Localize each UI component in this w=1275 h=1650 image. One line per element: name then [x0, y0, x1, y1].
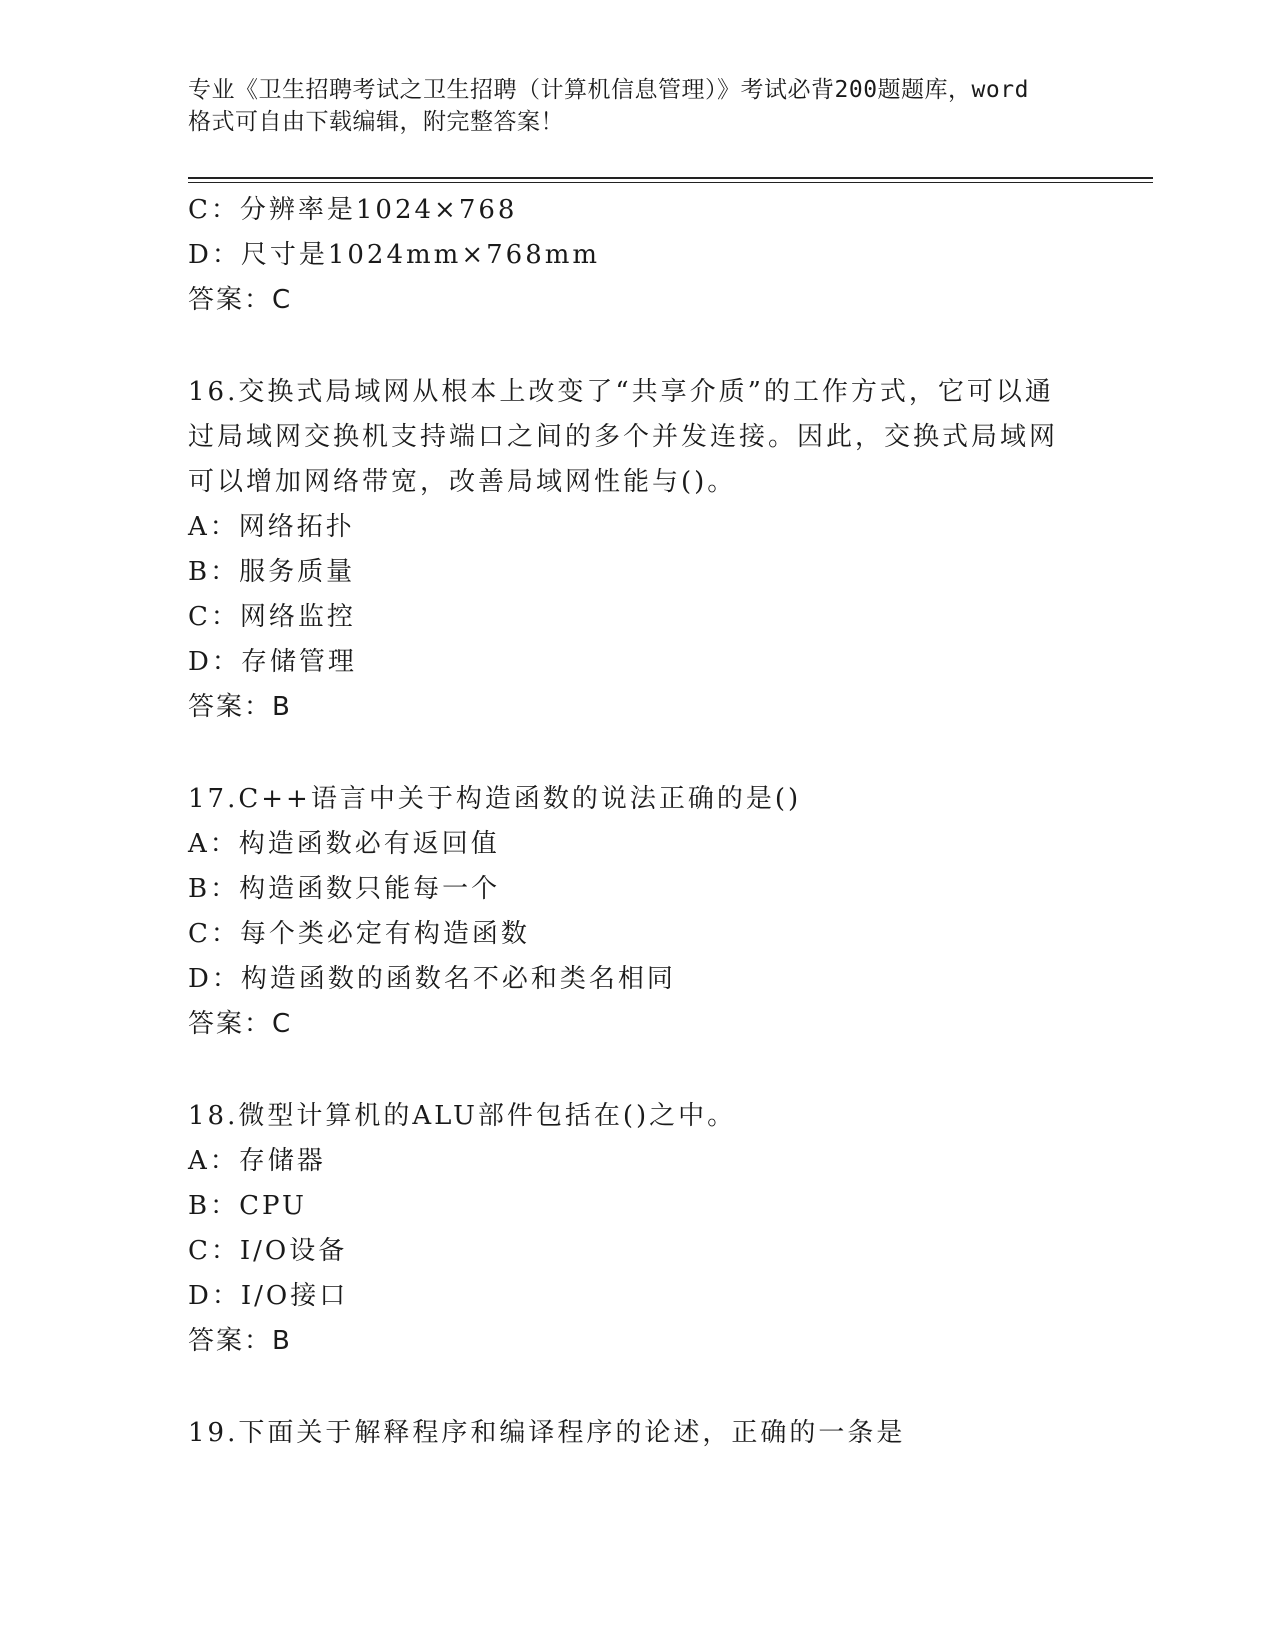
answer-line: 答案：B [188, 692, 292, 722]
option-c: C：I/O设备 [188, 1236, 348, 1266]
option-a: A：存储器 [188, 1146, 326, 1176]
question-spacer [188, 1364, 1088, 1411]
question-18 [188, 1094, 1068, 1364]
option-b: B：构造函数只能每一个 [188, 874, 501, 904]
question-list [188, 188, 1088, 1456]
question-stem-line: 16.交换式局域网从根本上改变了“共享介质”的工作方式，它可以通 [188, 377, 1054, 407]
option-a: A：构造函数必有返回值 [188, 829, 500, 859]
option-b: B：CPU [188, 1191, 307, 1221]
header-title-line-1: 专业《卫生招聘考试之卫生招聘（计算机信息管理）》考试必背200题题库，word [188, 77, 1029, 103]
option-d: D：存储管理 [188, 647, 357, 677]
option-b: B：服务质量 [188, 557, 356, 587]
header-divider-thick [188, 177, 1153, 179]
option-a: A：网络拓扑 [188, 512, 355, 542]
question-spacer [188, 1047, 1088, 1094]
option-d: D：I/O接口 [188, 1281, 349, 1311]
question-stem-line: 过局域网交换机支持端口之间的多个并发连接。因此，交换式局域网 [188, 422, 1059, 452]
question-spacer [188, 730, 1088, 777]
question-17 [188, 777, 1068, 1047]
question-stem-line: 19.下面关于解释程序和编译程序的论述，正确的一条是 [188, 1418, 906, 1448]
question-stem-line: 18.微型计算机的ALU部件包括在()之中。 [188, 1101, 737, 1131]
header-divider-thin [188, 182, 1153, 183]
question-spacer [188, 323, 1088, 370]
answer-line: 答案：B [188, 1326, 292, 1356]
question-19 [188, 1411, 1068, 1456]
header-title-line-2: 格式可自由下载编辑，附完整答案！ [188, 109, 564, 135]
document-header [188, 74, 1088, 138]
answer-line: 答案：C [188, 1009, 293, 1039]
question-16 [188, 370, 1068, 730]
option-d: D：构造函数的函数名不必和类名相同 [188, 964, 676, 994]
carryover-question [188, 188, 1088, 323]
question-stem-line: 17.C++语言中关于构造函数的说法正确的是() [188, 784, 802, 814]
option-c: C：分辨率是1024×768 [188, 195, 518, 225]
answer-line: 答案：C [188, 285, 293, 315]
option-d: D：尺寸是1024mm×768mm [188, 240, 601, 270]
question-stem-line: 可以增加网络带宽，改善局域网性能与()。 [188, 467, 737, 497]
option-c: C：网络监控 [188, 602, 356, 632]
option-c: C：每个类必定有构造函数 [188, 919, 530, 949]
